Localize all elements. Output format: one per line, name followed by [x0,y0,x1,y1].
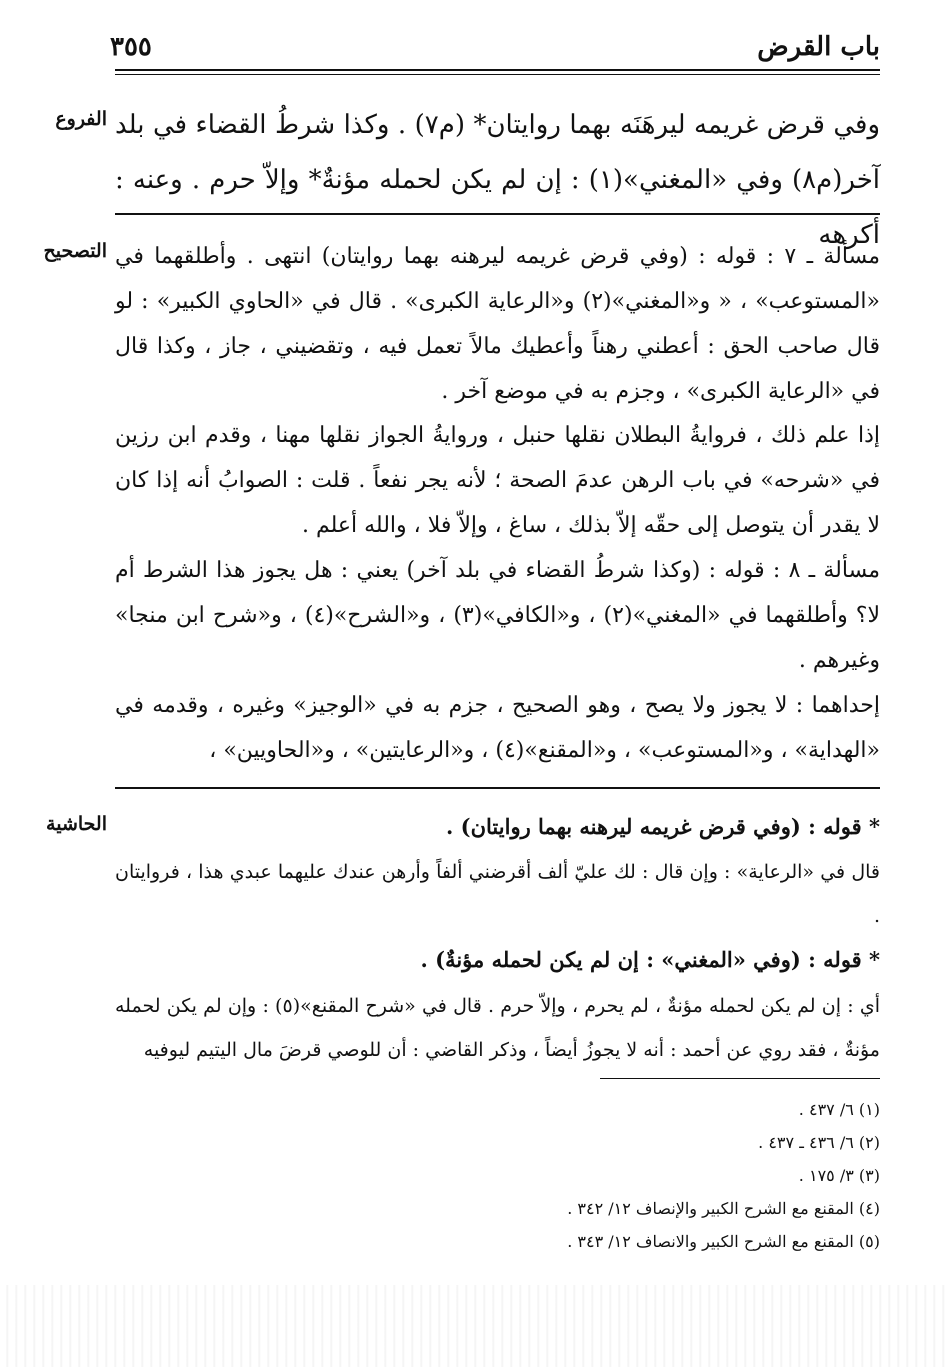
chapter-title: باب القرض [757,32,880,62]
tashih-para-1: مسألة ـ ٧ : قوله : (وفي قرض غريمه ليرهنه بهما روايتان) انتهى . وأطلقهما في «المستوعب» ، « و«المغني»(٢) و«الرعاية الكبرى» . قال في «الحاوي الكبير» : لو قال صاحب الحق : أعطني رهناً وأعطيك مالاً تعمل فيه ، وتقضيني ، جاز ، وكذا قال في «الرعاية الكبرى» ، وجزم به في موضع آخر . [115,244,881,404]
footnote-divider [600,1078,880,1079]
label-furu: الفروع [55,108,107,130]
header-rule-thin [115,74,880,75]
label-hashiya: الحاشية [46,813,107,835]
hashiya-heading-2: * قوله : (وفي «المغني» : إن لم يكن لحمله مؤنةٌ) . [420,947,880,972]
footnote-5: (٥) المقنع مع الشرح الكبير والانصاف ١٢/ ٣٤٣ . [567,1232,880,1251]
header-rule-thick [115,69,880,71]
tashih-para-2: إذا علم ذلك ، فروايةُ البطلان نقلها حنبل ، وروايةُ الجواز نقلها مهنا ، وقدم ابن رزين في «شرحه» في باب الرهن عدمَ الصحة ؛ لأنه يجر نفعاً . قلت : الصوابُ أنه إذا كان لا يقدر أن يتوصل إلى حقّه إلاّ بذلك ، ساغ ، وإلاّ فلا ، والله أعلم . [115,423,880,538]
section-divider-tashih [115,787,880,789]
section-divider-furu [115,213,880,215]
tashih-para-4: إحداهما : لا يجوز ولا يصح ، وهو الصحيح ، جزم به في «الوجيز» وغيره ، وقدمه في «الهداية» ، و«المستوعب» ، و«المقنع»(٤) ، و«الرعايتين» ، و«الحاويين» ، [115,693,880,763]
footnote-4: (٤) المقنع مع الشرح الكبير والإنصاف ١٢/ ٣٤٢ . [567,1199,880,1218]
footnote-2: (٢) ٦/ ٤٣٦ ـ ٤٣٧ . [758,1133,880,1152]
footnote-1: (١) ٦/ ٤٣٧ . [798,1100,880,1119]
furu-text: وفي قرض غريمه ليرهَنَه بهما روايتان* (م٧) . وكذا شرطُ القضاء في بلد آخر(م٨) وفي «المغني»(١) : إن لم يكن لحمله مؤنةٌ* وإلاّ حرم . وعنه : أكرهه [115,110,880,250]
label-tashih: التصحيح [43,240,107,262]
hashiya-heading-1: * قوله : (وفي قرض غريمه ليرهنه بهما روايتان) . [446,814,880,839]
running-header [110,30,880,70]
footnotes [115,1093,880,1258]
scan-noise-band [0,1285,945,1367]
page-number: ٣٥٥ [110,32,152,62]
hashiya-body-2: أي : إن لم يكن لحمله مؤنةٌ ، لم يحرم ، وإلاّ حرم . قال في «شرح المقنع»(٥) : وإن لم يكن لحمله مؤنةٌ ، فقد روي عن أحمد : أنه لا يجوزُ أيضاً ، وذكر القاضي : أن للوصي قرضَ مال اليتيم ليوفيه [115,995,880,1061]
hashiya-body-1: قال في «الرعاية» : وإن قال : لك عليّ ألف أقرضني ألفاً وأرهن عندك عليهما عبدي هذا ، فروايتان . [115,861,880,927]
tashih-para-3: مسألة ـ ٨ : قوله : (وكذا شرطُ القضاء في بلد آخر) يعني : هل يجوز هذا الشرط أم لا؟ وأطلقهما في «المغني»(٢) ، و«الكافي»(٣) ، و«الشرح»(٤) ، و«شرح ابن منجا» وغيرهم . [115,558,880,673]
footnote-3: (٣) ٣/ ١٧٥ . [798,1166,880,1185]
